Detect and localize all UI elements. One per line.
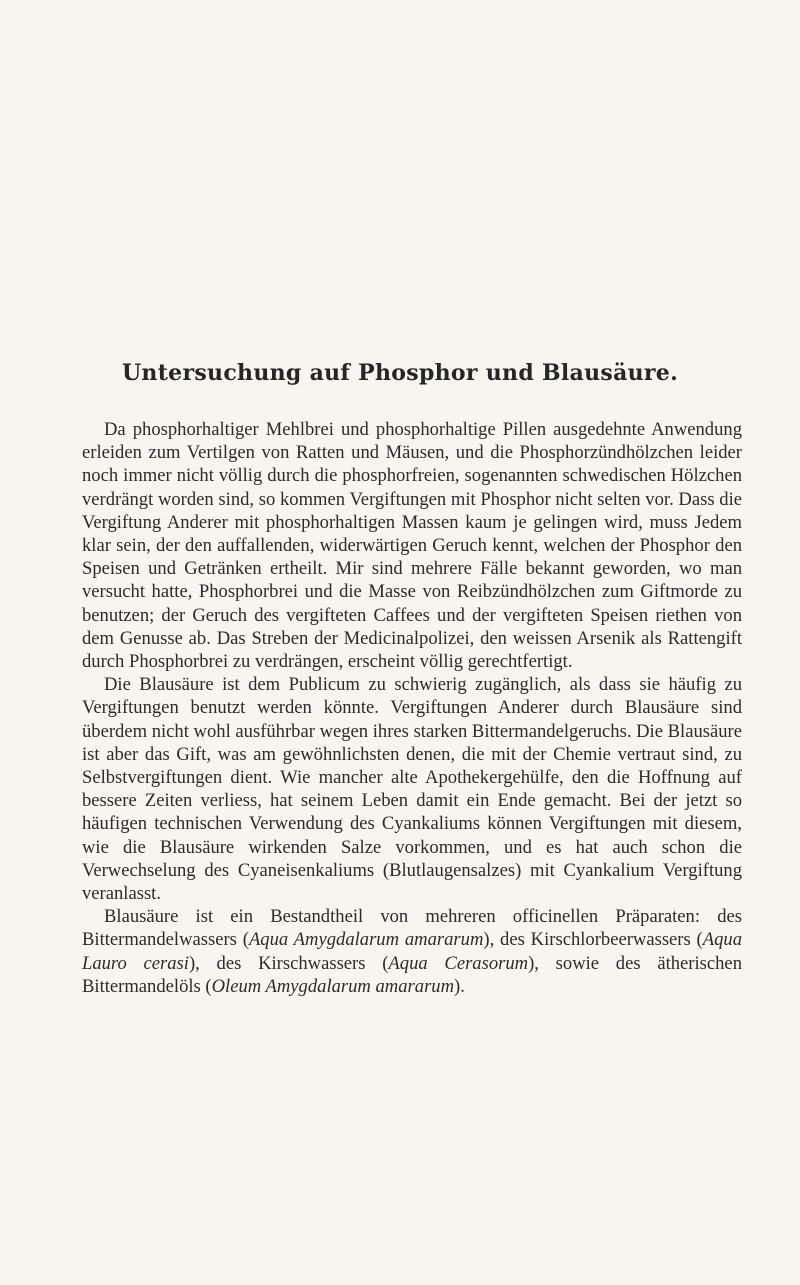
latin-term: Oleum Amygdalarum amararum — [211, 975, 455, 997]
body-text — [82, 418, 742, 998]
page-heading: Untersuchung auf Phosphor und Blausäure. — [121, 360, 679, 386]
latin-term: Aqua Amygdalarum amararum — [248, 929, 484, 951]
paragraph-text: Die Blausäure ist dem Publicum zu schwierig zugänglich, als dass sie häufig zu Vergiftungen benutzt werden könnte. Vergiftungen Anderer durch Blausäure sind überdem nicht wohl ausführbar wegen ihres starken Bittermandelgeruchs. Die Blausäure ist aber das Gift, was am gewöhnlichsten denen, die mit der Chemie vertraut sind, zu Selbstvergiftungen dient. Wie mancher alte Apothekergehülfe, den die Hoffnung auf bessere Zeiten verliess, hat seinem Leben damit ein Ende gemacht. Bei der jetzt so häufigen technischen Verwendung des Cyankaliums können Vergiftungen mit diesem, wie die Blausäure wirkenden Salze vorkommen, und es hat auch schon die Verwechselung des Cyaneisenkaliums (Blutlaugensalzes) mit Cyankalium Vergiftung veranlasst. — [82, 674, 742, 905]
paragraph-blausaeure — [82, 673, 742, 905]
paragraph-text: Blausäure ist ein Bestandtheil von mehreren officinellen Präparaten: des Bittermandelwassers ( — [82, 906, 742, 951]
paragraph-text: ), des Kirschlorbeerwassers ( — [483, 929, 703, 951]
paragraph-text: ), sowie des ätherischen Bittermandelöls ( — [82, 952, 742, 997]
latin-term: Aqua Lauro cerasi — [82, 929, 743, 974]
paragraph-text: ). — [454, 975, 465, 997]
paragraph-praeparate — [82, 905, 742, 998]
paragraph-text: Da phosphorhaltiger Mehlbrei und phosphorhaltige Pillen ausgedehnte Anwendung erleiden zum Vertilgen von Ratten und Mäusen, und die Phosphorzündhölzchen leider noch immer nicht völlig durch die phosphorfreien, sogenannten schwedischen Hölzchen verdrängt worden sind, so kommen Vergiftungen mit Phosphor nicht selten vor. Dass die Vergiftung Anderer mit phosphorhaltigen Massen kaum je gelingen wird, muss Jedem klar sein, der den auffallenden, widerwärtigen Geruch kennt, welchen der Phosphor den Speisen und Getränken ertheilt. Mir sind mehrere Fälle bekannt geworden, wo man versucht hatte, Phosphorbrei und die Masse von Reibzündhölzchen zum Giftmorde zu benutzen; der Geruch des vergifteten Caffees und der vergifteten Speisen riethen von dem Genusse ab. Das Streben der Medicinalpolizei, den weissen Arsenik als Rattengift durch Phosphorbrei zu verdrängen, erscheint völlig gerechtfertigt. — [82, 419, 742, 673]
latin-term: Aqua Cerasorum — [388, 952, 529, 974]
paragraph-text: ), des Kirschwassers ( — [188, 952, 389, 974]
paragraph-phosphor — [82, 418, 742, 673]
